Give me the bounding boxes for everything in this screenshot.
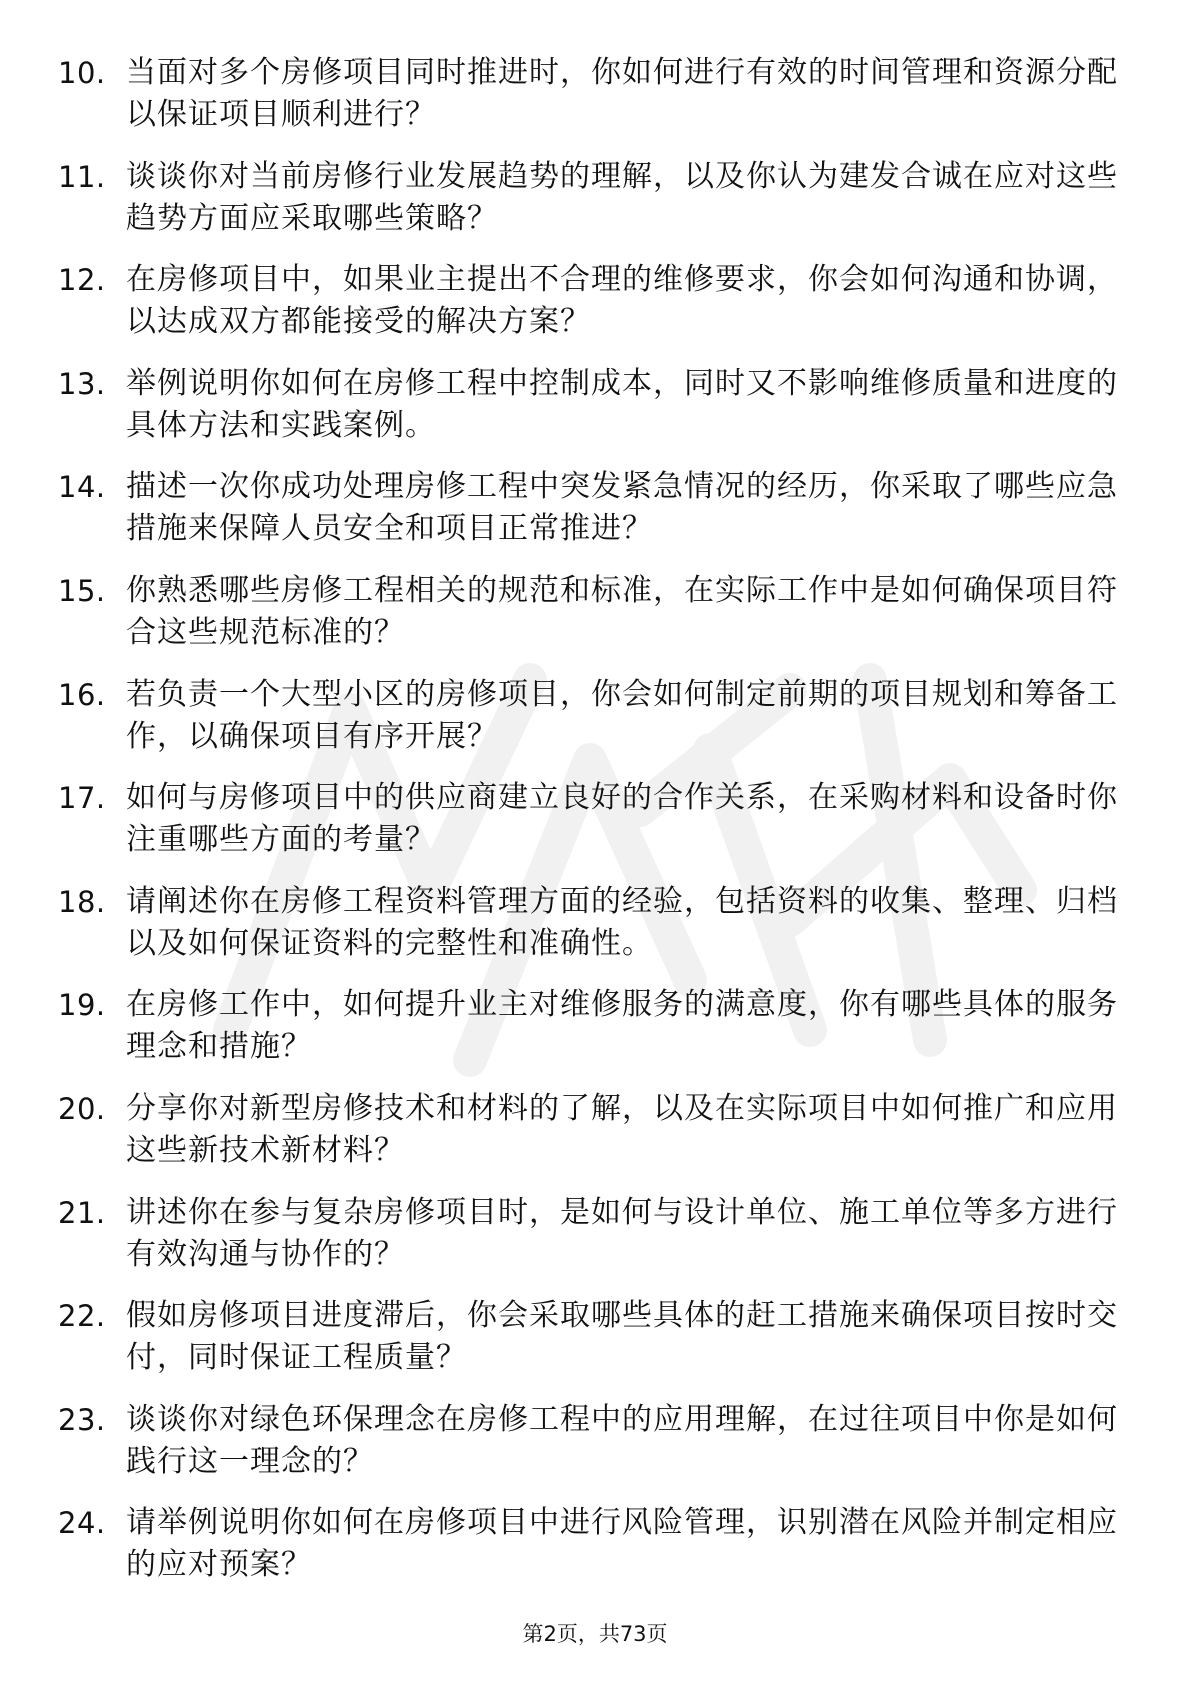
question-number: 17. <box>58 781 106 816</box>
question-item <box>58 570 1118 674</box>
question-text: 当面对多个房修项目同时推进时，你如何进行有效的时间管理和资源分配以保证项目顺利进行？ <box>126 55 1118 132</box>
page-number-label: 第2页，共73页 <box>522 1622 668 1646</box>
question-item <box>58 466 1118 570</box>
question-text: 你熟悉哪些房修工程相关的规范和标准，在实际工作中是如何确保项目符合这些规范标准的？ <box>126 572 1118 650</box>
question-text: 在房修项目中，如果业主提出不合理的维修要求，你会如何沟通和协调，以达成双方都能接受的解决方案？ <box>126 262 1118 340</box>
question-number: 23. <box>58 1402 106 1437</box>
question-item <box>58 1399 1118 1503</box>
question-item <box>58 984 1118 1088</box>
question-text: 谈谈你对绿色环保理念在房修工程中的应用理解，在过往项目中你是如何践行这一理念的？ <box>126 1401 1118 1479</box>
question-item <box>58 1295 1118 1399</box>
question-text: 举例说明你如何在房修工程中控制成本，同时又不影响维修质量和进度的具体方法和实践案例。 <box>126 365 1118 443</box>
question-text: 如何与房修项目中的供应商建立良好的合作关系，在采购材料和设备时你注重哪些方面的考量？ <box>126 780 1118 858</box>
question-text: 谈谈你对当前房修行业发展趋势的理解，以及你认为建发合诚在应对这些趋势方面应采取哪些策略？ <box>126 158 1118 236</box>
question-number: 12. <box>58 263 106 298</box>
question-text: 若负责一个大型小区的房修项目，你会如何制定前期的项目规划和筹备工作，以确保项目有序开展？ <box>126 676 1118 754</box>
question-number: 21. <box>58 1195 106 1230</box>
question-number: 10. <box>58 56 106 90</box>
question-item <box>58 156 1118 260</box>
question-item <box>58 674 1118 778</box>
question-number: 22. <box>58 1299 106 1334</box>
question-number: 11. <box>58 159 106 194</box>
question-number: 16. <box>58 677 106 712</box>
question-number: 15. <box>58 573 106 608</box>
question-item <box>58 881 1118 985</box>
question-number: 19. <box>58 988 106 1023</box>
question-number: 24. <box>58 1506 106 1541</box>
question-item <box>58 259 1118 363</box>
question-item <box>58 363 1118 467</box>
question-text: 在房修工作中，如何提升业主对维修服务的满意度，你有哪些具体的服务理念和措施？ <box>126 987 1118 1065</box>
question-item <box>58 1502 1118 1606</box>
question-text: 分享你对新型房修技术和材料的了解，以及在实际项目中如何推广和应用这些新技术新材料？ <box>126 1090 1118 1168</box>
question-number: 14. <box>58 470 106 505</box>
question-item <box>58 777 1118 881</box>
question-list <box>58 52 1118 1606</box>
question-item <box>58 52 1118 156</box>
question-item <box>58 1192 1118 1296</box>
question-number: 13. <box>58 366 106 401</box>
question-item <box>58 1088 1118 1192</box>
question-text: 请阐述你在房修工程资料管理方面的经验，包括资料的收集、整理、归档以及如何保证资料的完整性和准确性。 <box>126 883 1118 961</box>
question-text: 描述一次你成功处理房修工程中突发紧急情况的经历，你采取了哪些应急措施来保障人员安全和项目正常推进？ <box>126 469 1118 547</box>
question-number: 20. <box>58 1091 106 1126</box>
page-footer <box>0 1620 1190 1648</box>
question-text: 假如房修项目进度滞后，你会采取哪些具体的赶工措施来确保项目按时交付，同时保证工程质量？ <box>126 1298 1118 1376</box>
question-number: 18. <box>58 884 106 919</box>
question-text: 请举例说明你如何在房修项目中进行风险管理，识别潜在风险并制定相应的应对预案？ <box>126 1505 1118 1583</box>
question-text: 讲述你在参与复杂房修项目时，是如何与设计单位、施工单位等多方进行有效沟通与协作的？ <box>126 1194 1118 1272</box>
